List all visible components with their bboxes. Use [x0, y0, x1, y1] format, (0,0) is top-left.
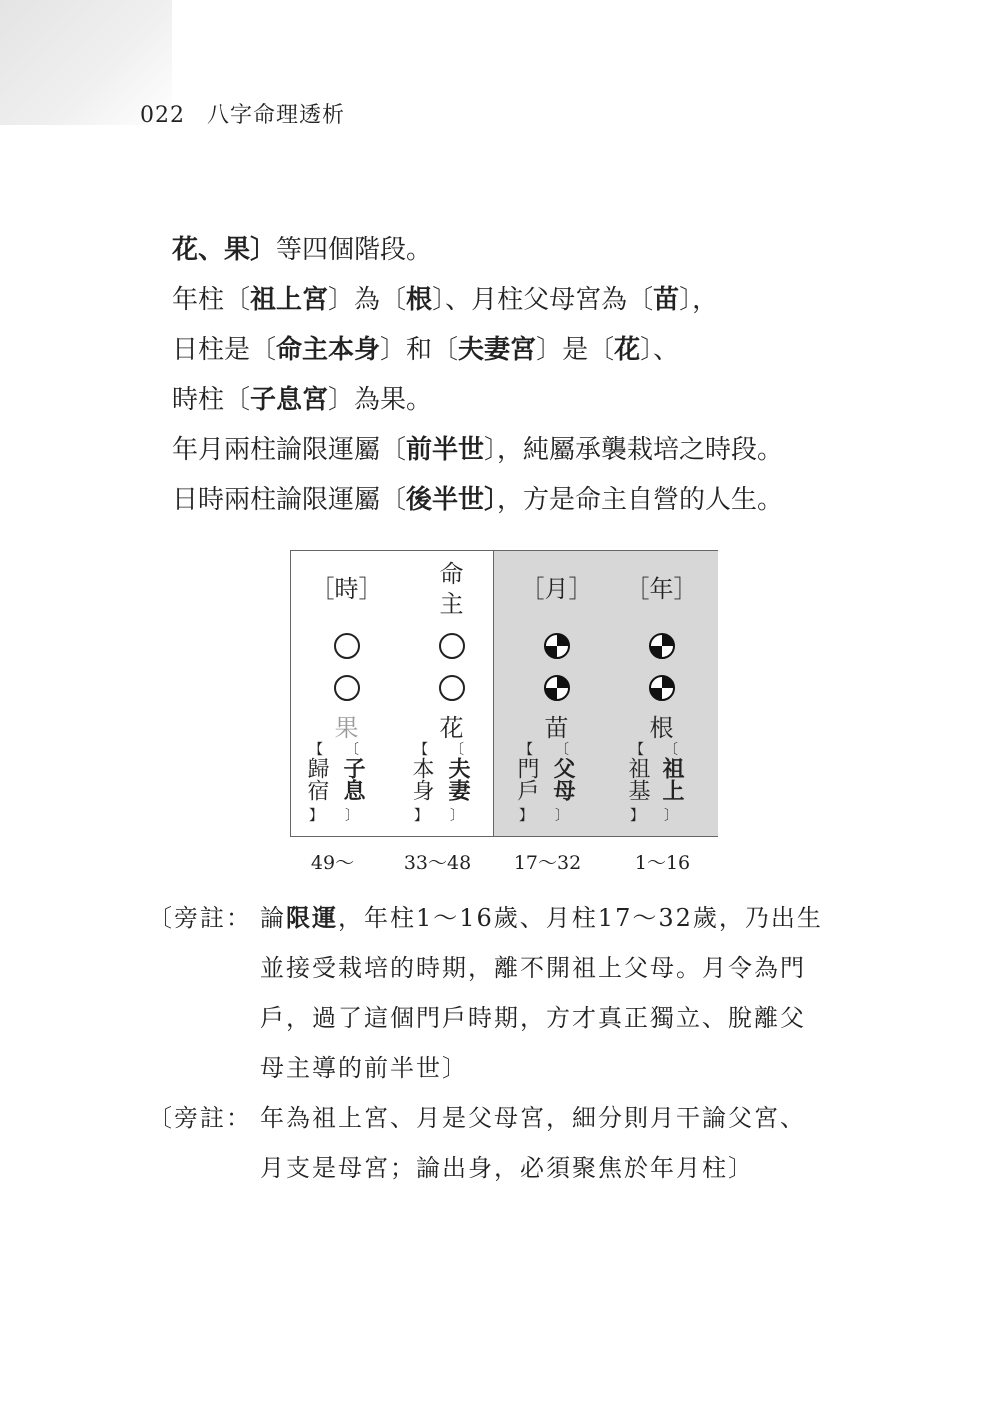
- text: 〕為果。: [328, 385, 433, 415]
- quartered-circle-icon: [649, 633, 675, 659]
- vertical-text: 門戶: [514, 757, 539, 801]
- pillars-diagram: [290, 550, 718, 837]
- age-range: 17～32: [513, 852, 582, 874]
- vertical-label: 〔 父母 〕: [550, 742, 575, 824]
- vertical-text: 夫妻: [445, 757, 470, 801]
- body-text: [172, 225, 872, 525]
- book-title: 八字命理透析: [207, 103, 346, 128]
- note-line: 月支是母宮；論出身，必須聚焦於年月柱〕: [260, 1154, 754, 1182]
- heading-char: 主: [439, 590, 464, 618]
- empty-circle-icon: [334, 633, 360, 659]
- text: 〕、月柱父母宮為〔: [432, 285, 654, 315]
- bold-text: 命主本身: [276, 335, 381, 365]
- note-lead: 〔旁註：: [148, 904, 252, 932]
- text: 等四個階段。: [276, 235, 433, 265]
- heading-char: 命: [439, 560, 464, 588]
- side-notes: [148, 893, 888, 1193]
- stage-label: 苗: [544, 714, 569, 742]
- empty-circle-icon: [439, 633, 465, 659]
- body-line-6: [172, 475, 872, 525]
- vertical-label: 〔 夫妻 〕: [445, 742, 470, 824]
- stage-label: 花: [439, 714, 464, 742]
- empty-circle-icon: [334, 675, 360, 701]
- pillar-year: [609, 551, 714, 836]
- vertical-text: 子息: [340, 757, 365, 801]
- pillar-heading: [399, 559, 504, 619]
- pillar-heading: ［月］: [520, 575, 593, 603]
- quartered-circle-icon: [649, 675, 675, 701]
- text: 年月兩柱論限運屬〔: [172, 435, 407, 465]
- body-line-4: [172, 375, 872, 425]
- vertical-label: 【 門戶 】: [514, 742, 539, 824]
- quartered-circle-icon: [544, 675, 570, 701]
- vertical-label: 【 本身 】: [409, 742, 434, 824]
- bold-text: 苗: [653, 285, 680, 315]
- bold-text: 限運: [286, 903, 338, 932]
- text: 日時兩柱論限運屬〔: [172, 485, 407, 515]
- vertical-label: 【 歸宿 】: [304, 742, 329, 824]
- bold-text: 夫妻宮: [458, 335, 537, 365]
- bold-text: 祖上宮: [250, 285, 329, 315]
- stage-label: 果: [334, 714, 359, 742]
- page-number: 022: [140, 103, 185, 128]
- note-text: [260, 1093, 888, 1193]
- vertical-text: 父母: [550, 757, 575, 801]
- age-range: 1～16: [634, 852, 691, 874]
- bold-text: 子息宮: [250, 385, 329, 415]
- bold-text: 花: [614, 335, 641, 365]
- text: 〕，純屬承襲栽培之時段。: [484, 435, 784, 465]
- note-lead: 〔旁註：: [148, 1104, 252, 1132]
- text: ，方是命主自營的人生。: [497, 485, 784, 515]
- empty-circle-icon: [439, 675, 465, 701]
- body-line-5: [172, 425, 872, 475]
- page-header: [140, 98, 345, 129]
- vertical-label: 〔 子息 〕: [340, 742, 365, 824]
- note-text: [260, 893, 888, 1093]
- note-line: 年為祖上宮、月是父母宮，細分則月干論父宮、: [260, 1104, 806, 1132]
- stage-label: 根: [649, 714, 674, 742]
- note-line: [260, 893, 888, 943]
- text: 年柱〔: [172, 285, 251, 315]
- bold-text: 花、果〕: [172, 235, 277, 265]
- text: 〕和〔: [380, 335, 459, 365]
- bold-text: 前半世: [406, 435, 485, 465]
- age-range: 49～: [310, 852, 355, 874]
- side-note: [148, 1093, 888, 1193]
- text: 論: [260, 904, 286, 932]
- text: 〕是〔: [536, 335, 615, 365]
- bold-text: 根: [406, 285, 433, 315]
- text: 〕、: [640, 335, 680, 365]
- vertical-text: 歸宿: [304, 757, 329, 801]
- note-line: 母主導的前半世〕: [260, 1054, 468, 1082]
- pillar-day: [399, 551, 504, 836]
- vertical-text: 祖上: [659, 757, 684, 801]
- text: 〕，: [679, 285, 719, 315]
- pillar-hour: [294, 551, 399, 836]
- body-line-3: [172, 325, 872, 375]
- pillar-month: [504, 551, 609, 836]
- age-ranges: [290, 848, 716, 876]
- note-line: 戶，過了這個門戶時期，方才真正獨立、脫離父: [260, 1004, 806, 1032]
- quartered-circle-icon: [544, 633, 570, 659]
- age-range: 33～48: [403, 852, 472, 874]
- body-line-2: [172, 275, 872, 325]
- note-line: 並接受栽培的時期，離不開祖上父母。月令為門: [260, 954, 806, 982]
- text: 時柱〔: [172, 385, 251, 415]
- bold-text: 後半世〕: [406, 485, 498, 515]
- text: 日柱是〔: [172, 335, 277, 365]
- body-line-1: [172, 225, 872, 275]
- vertical-label: 【 祖基 】: [625, 742, 650, 824]
- side-note: [148, 893, 888, 1093]
- pillar-heading: ［時］: [310, 575, 383, 603]
- text: ，年柱1～16歲、月柱17～32歲，乃出生: [338, 904, 823, 932]
- vertical-text: 本身: [409, 757, 434, 801]
- pillar-heading: ［年］: [625, 575, 698, 603]
- vertical-label: 〔 祖上 〕: [659, 742, 684, 824]
- text: 〕為〔: [328, 285, 407, 315]
- vertical-text: 祖基: [625, 757, 650, 801]
